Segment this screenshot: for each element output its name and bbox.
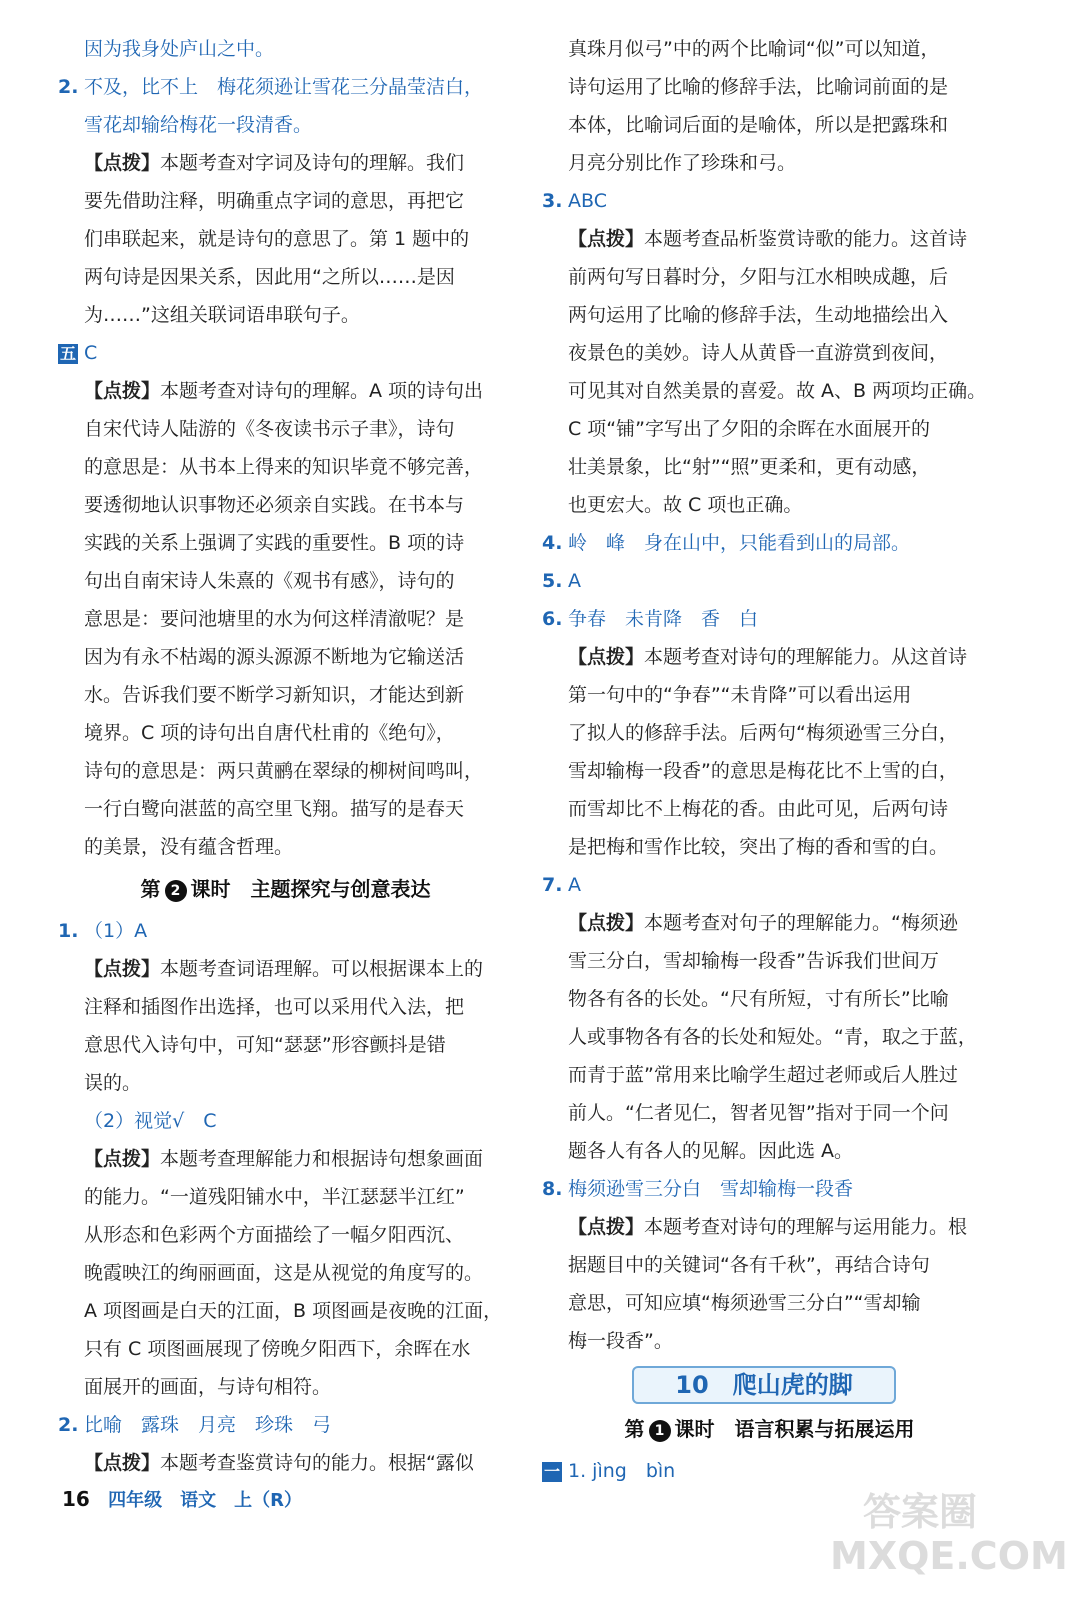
question-number: 5. [542,570,563,592]
line-text: 的美景，没有蕴含哲理。 [84,836,294,858]
text-line [58,220,513,258]
text-line [58,600,513,638]
text-line [58,1102,513,1140]
text-line [542,372,997,410]
text-line [58,676,513,714]
line-text: 自宋代诗人陆游的《冬夜读书示子聿》，诗句 [84,418,455,440]
text-line [542,258,997,296]
line-text: 诗句的意思是：两只黄鹂在翠绿的柳树间鸣叫， [84,760,484,782]
line-text: 境界。C 项的诗句出自唐代杜甫的《绝句》， [84,722,455,744]
section-title: 课时 主题探究与创意表达 [190,877,431,901]
line-text: 物各有各的长处。“尺有所短，寸有所长”比喻 [568,988,949,1010]
line-text: 水。告诉我们要不断学习新知识，才能达到新 [84,684,465,706]
line-text: 因为有永不枯竭的源头源源不断地为它输送活 [84,646,465,668]
hint-label: 【点拨】 [84,1452,161,1474]
text-line [542,1132,997,1170]
text-line [542,904,997,942]
line-text: 晚霞映江的绚丽画面，这是从视觉的角度写的。 [84,1262,484,1284]
text-line [58,714,513,752]
line-text: 面展开的画面，与诗句相符。 [84,1376,332,1398]
line-text: 而雪却比不上梅花的香。由此可见，后两句诗 [568,798,949,820]
text-line [542,600,997,638]
left-column [58,30,513,1482]
text-line [58,68,513,106]
text-line [58,1026,513,1064]
line-text: 两句诗是因果关系，因此用“之所以……是因 [84,266,455,288]
right-column [542,30,997,1490]
line-text: 本题考查品析鉴赏诗歌的能力。这首诗 [644,228,968,250]
section-prefix: 第 [624,1417,645,1441]
hint-label: 【点拨】 [84,1148,161,1170]
line-text: 要先借助注释，明确重点字词的意思，再把它 [84,190,465,212]
text-line [542,1094,997,1132]
line-text: 了拟人的修辞手法。后两句“梅须逊雪三分白， [568,722,958,744]
text-line [58,296,513,334]
hint-label: 【点拨】 [568,228,645,250]
line-text: 是把梅和雪作比较，突出了梅的香和雪的白。 [568,836,949,858]
text-line [542,1018,997,1056]
line-text: 壮美景象，比“射”“照”更柔和，更有动感， [568,456,931,478]
line-text: 前人。“仁者见仁，智者见智”指对于同一个问 [568,1102,949,1124]
text-line [58,30,513,68]
line-text: 不及，比不上 梅花须逊让雪花三分晶莹洁白， [84,76,484,98]
line-text: 第一句中的“争春”“未肯降”可以看出运用 [568,684,912,706]
section-title: 课时 语言积累与拓展运用 [674,1417,915,1441]
section-badge: 五 [59,343,76,363]
text-line [542,1246,997,1284]
page-number: 16 [62,1487,90,1511]
question-number: 8. [542,1178,563,1200]
text-line [58,1330,513,1368]
text-line [58,372,513,410]
text-line [58,334,513,372]
line-text: 本题考查对诗句的理解能力。从这首诗 [644,646,968,668]
text-line [542,752,997,790]
line-text: 本题考查对字词及诗句的理解。我们 [160,152,465,174]
section-badge: 一 [543,1461,560,1481]
text-line [58,410,513,448]
line-text: 本题考查对句子的理解能力。“梅须逊 [644,912,958,934]
question-number: 1. [58,920,79,942]
text-line [58,524,513,562]
line-text: ABC [568,190,607,212]
text-line [542,1208,997,1246]
text-line [542,942,997,980]
line-text: 意思是：要问池塘里的水为何这样清澈呢？是 [84,608,465,630]
line-text: 人或事物各有各的长处和短处。“青，取之于蓝， [568,1026,977,1048]
hint-label: 【点拨】 [568,912,645,934]
text-line [542,638,997,676]
book-info: 四年级 语文 上（R） [108,1490,302,1511]
line-text: 岭 峰 身在山中，只能看到山的局部。 [568,532,911,554]
text-line [542,30,997,68]
line-text: A 项图画是白天的江面，B 项图画是夜晚的江面， [84,1300,503,1322]
text-line [542,790,997,828]
text-line [58,1178,513,1216]
question-number: 2. [58,1414,79,1436]
line-text: 两句运用了比喻的修辞手法，生动地描绘出入 [568,304,949,326]
line-text: 因为我身处庐山之中。 [84,38,275,60]
question-number: 7. [542,874,563,896]
text-line [542,714,997,752]
question-number: 4. [542,532,563,554]
line-text: 的意思是：从书本上得来的知识毕竟不够完善， [84,456,484,478]
text-line [542,524,997,562]
section-heading [58,870,513,908]
line-text: 比喻 露珠 月亮 珍珠 弓 [84,1414,332,1436]
text-line [542,410,997,448]
text-line [542,980,997,1018]
lesson-number-icon: 2 [165,880,187,902]
text-line [58,912,513,950]
line-text: 梅一段香”。 [568,1330,673,1352]
text-line [542,486,997,524]
line-text: 而青于蓝”常用来比喻学生超过老师或后人胜过 [568,1064,958,1086]
text-line [542,1322,997,1360]
text-line [58,790,513,828]
lesson-title: 10 爬山虎的脚 [632,1366,896,1404]
text-line [58,562,513,600]
text-line [58,988,513,1026]
text-line [542,1170,997,1208]
line-text: 据题目中的关键词“各有千秋”，再结合诗句 [568,1254,930,1276]
text-line [58,448,513,486]
text-line [58,1406,513,1444]
line-text: 题各人有各人的见解。因此选 A。 [568,1140,854,1162]
line-text: 的能力。“一道残阳铺水中，半江瑟瑟半江红” [84,1186,465,1208]
line-text: 从形态和色彩两个方面描绘了一幅夕阳西沉、 [84,1224,465,1246]
line-text: 真珠月似弓”中的两个比喻词“似”可以知道， [568,38,940,60]
text-line [58,950,513,988]
text-line [542,220,997,258]
text-line [58,1140,513,1178]
text-line [58,1292,513,1330]
text-line [58,182,513,220]
text-line [542,448,997,486]
line-text: 要透彻地认识事物还必须亲自实践。在书本与 [84,494,465,516]
text-line [58,1444,513,1482]
line-text: 们串联起来，就是诗句的意思了。第 1 题中的 [84,228,470,250]
text-line [542,562,997,600]
text-line [542,334,997,372]
line-text: （1）A [84,920,148,942]
line-text: 雪却输梅一段香”的意思是梅花比不上雪的白， [568,760,958,782]
text-line [58,1216,513,1254]
line-text: 雪三分白，雪却输梅一段香”告诉我们世间万 [568,950,939,972]
line-text: 月亮分别比作了珍珠和弓。 [568,152,797,174]
hint-label: 【点拨】 [84,958,161,980]
text-line [542,106,997,144]
text-line [58,752,513,790]
line-text: 雪花却输给梅花一段清香。 [84,114,313,136]
text-line [542,1452,997,1490]
text-line [58,828,513,866]
line-text: A [568,570,581,592]
line-text: 夜景色的美妙。诗人从黄昏一直游赏到夜间， [568,342,949,364]
text-line [58,638,513,676]
line-text: 本题考查理解能力和根据诗句想象画面 [160,1148,484,1170]
line-text: 实践的关系上强调了实践的重要性。B 项的诗 [84,532,465,554]
watermark-logo: 答案圈 MXQE.COM [830,1490,1068,1578]
section-heading [542,1410,997,1448]
line-text: A [568,874,581,896]
line-text: 意思代入诗句中，可知“瑟瑟”形容颤抖是错 [84,1034,446,1056]
question-number: 6. [542,608,563,630]
line-text: 注释和插图作出选择，也可以采用代入法，把 [84,996,465,1018]
line-text: 句出自南宋诗人朱熹的《观书有感》，诗句的 [84,570,455,592]
line-text: 1. jìng bìn [568,1460,676,1482]
text-line [542,828,997,866]
line-text: C [84,342,98,364]
line-text: 争春 未肯降 香 白 [568,608,759,630]
line-text: （2）视觉√ C [84,1110,217,1132]
section-prefix: 第 [140,877,161,901]
line-text: 意思，可知应填“梅须逊雪三分白”“雪却输 [568,1292,921,1314]
text-line [542,68,997,106]
text-line [542,1284,997,1322]
text-line [58,144,513,182]
question-number: 2. [58,76,79,98]
lesson-number-icon: 1 [649,1420,671,1442]
line-text: 梅须逊雪三分白 雪却输梅一段香 [568,1178,854,1200]
text-line [58,1368,513,1406]
question-number: 3. [542,190,563,212]
text-line [58,486,513,524]
text-line [542,866,997,904]
line-text: 一行白鹭向湛蓝的高空里飞翔。描写的是春天 [84,798,465,820]
text-line [58,1254,513,1292]
line-text: 本体，比喻词后面的是喻体，所以是把露珠和 [568,114,949,136]
line-text: 本题考查对诗句的理解与运用能力。根 [644,1216,968,1238]
line-text: 可见其对自然美景的喜爱。故 A、B 两项均正确。 [568,380,987,402]
hint-label: 【点拨】 [568,646,645,668]
text-line [58,106,513,144]
page-footer [62,1486,302,1512]
line-text: 误的。 [84,1072,142,1094]
text-line [542,676,997,714]
line-text: C 项“铺”字写出了夕阳的余晖在水面展开的 [568,418,930,440]
text-line [58,258,513,296]
line-text: 本题考查鉴赏诗句的能力。根据“露似 [160,1452,474,1474]
hint-label: 【点拨】 [568,1216,645,1238]
line-text: 本题考查词语理解。可以根据课本上的 [160,958,484,980]
text-line [542,296,997,334]
hint-label: 【点拨】 [84,380,161,402]
line-text: 本题考查对诗句的理解。A 项的诗句出 [160,380,484,402]
text-line [58,1064,513,1102]
text-line [542,182,997,220]
hint-label: 【点拨】 [84,152,161,174]
line-text: 诗句运用了比喻的修辞手法，比喻词前面的是 [568,76,949,98]
line-text: 也更宏大。故 C 项也正确。 [568,494,803,516]
text-line [542,1056,997,1094]
line-text: 只有 C 项图画展现了傍晚夕阳西下，余晖在水 [84,1338,471,1360]
line-text: 前两句写日暮时分，夕阳与江水相映成趣，后 [568,266,949,288]
text-line [542,144,997,182]
line-text: 为……”这组关联词语串联句子。 [84,304,360,326]
